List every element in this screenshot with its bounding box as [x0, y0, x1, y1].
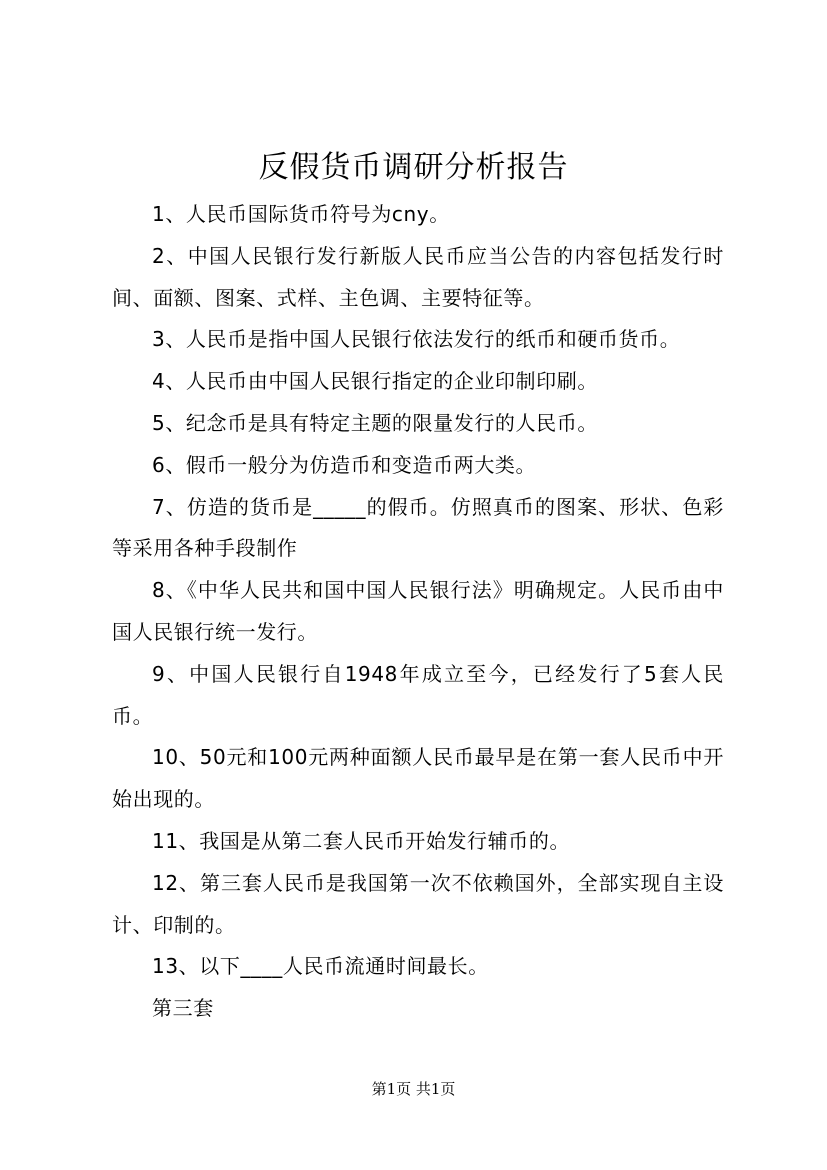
paragraph-8: 8、《中华人民共和国中国人民银行法》明确规定。人民币由中国人民银行统一发行。 [112, 578, 724, 644]
paragraph-5: 5、纪念币是具有特定主题的限量发行的人民币。 [152, 410, 598, 435]
paragraph-7: 7、仿造的货币是_____的假币。仿照真币的图案、形状、色彩等采用各种手段制作 [112, 494, 724, 561]
paragraph-9: 9、中国人民银行自1948年成立至今，已经发行了5套人民币。 [112, 661, 724, 728]
paragraph-11: 11、我国是从第二套人民币开始发行辅币的。 [152, 828, 571, 853]
paragraph-14: 第三套 [152, 996, 214, 1021]
paragraph-6: 6、假币一般分为仿造币和变造币两大类。 [152, 452, 537, 477]
paragraph-13: 13、以下____人民币流通时间最长。 [152, 954, 489, 979]
paragraph-1: 1、人民币国际货币符号为cny。 [152, 202, 450, 226]
paragraph-4: 4、人民币由中国人民银行指定的企业印制印刷。 [152, 369, 598, 394]
paragraph-10: 10、50元和100元两种面额人民币最早是在第一套人民币中开始出现的。 [112, 745, 724, 812]
document-body [112, 194, 724, 1030]
paragraph-2: 2、中国人民银行发行新版人民币应当公告的内容包括发行时间、面额、图案、式样、主色调、主要特征等。 [112, 243, 724, 310]
paragraph-3: 3、人民币是指中国人民银行依法发行的纸币和硬币货币。 [152, 327, 681, 352]
document-title: 反假货币调研分析报告 [258, 150, 569, 185]
paragraph-12: 12、第三套人民币是我国第一次不依赖国外，全部实现自主设计、印制的。 [112, 870, 724, 937]
page-number-footer: 第1页 共1页 [371, 1080, 456, 1098]
